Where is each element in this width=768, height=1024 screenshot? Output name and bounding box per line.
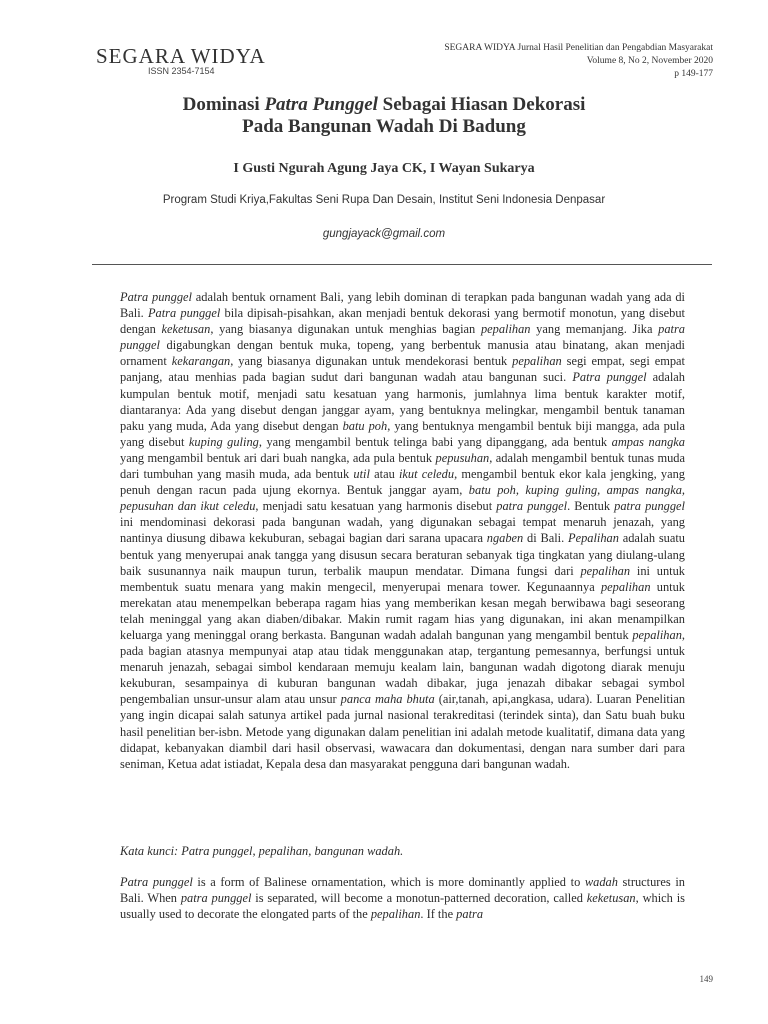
abstract-segment: , yang biasanya digunakan untuk menghias bagian bbox=[210, 322, 481, 337]
english-segment: patra punggel bbox=[180, 891, 252, 906]
abstract-segment: pepalihan bbox=[480, 322, 531, 337]
paper-title bbox=[0, 94, 768, 138]
abstract-segment: ngaben bbox=[486, 531, 524, 546]
english-segment: , which is usually used to decorate the elongated parts of the bbox=[120, 891, 685, 922]
title-italic: Patra Punggel bbox=[264, 94, 378, 115]
abstract-segment: ikut celedu bbox=[398, 467, 455, 482]
abstract-segment: adalah suatu bentuk yang menyerupai anak tangga yang disusun secara beraturan sebanyak tiga tingkatan yang diulang-ulang baik susunannya naik maupun turun, terbalik maupun mendatar. Dimana fungsi dari bbox=[120, 531, 685, 578]
english-segment: structures in Bali. When bbox=[120, 875, 685, 906]
divider bbox=[92, 264, 712, 265]
abstract-segment: batu poh, kuping guling, ampas nangka, pepusuhan dan ikut celedu bbox=[120, 483, 685, 514]
title-post: Sebagai Hiasan Dekorasi bbox=[377, 94, 586, 115]
journal-pages: p 149-177 bbox=[674, 69, 713, 79]
journal-header bbox=[444, 42, 713, 81]
english-abstract bbox=[120, 874, 685, 922]
english-segment: Patra punggel bbox=[120, 875, 193, 889]
abstract-segment: patra punggel bbox=[496, 499, 568, 514]
abstract-segment: util bbox=[353, 467, 370, 482]
abstract-segment: , yang bentuknya mengambil bentuk biji mangga, ada pula yang disebut bbox=[120, 418, 685, 449]
journal-name: SEGARA WIDYA Jurnal Hasil Penelitian dan Pengabdian Masyarakat bbox=[444, 43, 713, 53]
abstract-segment: . Bentuk bbox=[567, 499, 615, 514]
abstract-segment: , mengambil bentuk ekor kala jengking, yang penuh dengan racun pada ujung ekornya. Bentuk janggar ayam, bbox=[120, 467, 685, 498]
abstract-segment: Patra punggel bbox=[147, 306, 221, 321]
abstract-segment: ini mendominasi dekorasi pada bangunan wadah, yang digunakan sebagai tempat menaruh jenazah, yang nantinya diusung dibawa kekuburan, sebagai bagian dari sarana upacara bbox=[120, 515, 685, 546]
english-segment: pepalihan bbox=[370, 907, 421, 922]
abstract-segment: , yang mengambil bentuk telinga babi yang dipanggang, ada bentuk bbox=[258, 434, 612, 449]
abstract-segment: yang memanjang. Jika bbox=[530, 322, 659, 337]
abstract-segment: , yang biasanya digunakan untuk mendekorasi bentuk bbox=[230, 354, 513, 369]
abstract-segment: pepalihan bbox=[632, 627, 682, 642]
email[interactable]: gungjayack@gmail.com bbox=[322, 228, 446, 240]
abstract-segment: di Bali. bbox=[523, 531, 568, 546]
affiliation: Program Studi Kriya,Fakultas Seni Rupa Dan Desain, Institut Seni Indonesia Denpasar bbox=[162, 194, 606, 206]
abstract-segment: Patra punggel bbox=[120, 290, 192, 304]
abstract-segment: pepalihan bbox=[512, 354, 562, 369]
journal-logo bbox=[96, 44, 266, 76]
abstract-segment: pepusuhan bbox=[435, 450, 490, 465]
abstract-segment: kekarangan bbox=[171, 354, 231, 369]
abstract-segment: patra punggel bbox=[120, 322, 685, 353]
english-segment: patra bbox=[456, 907, 484, 922]
abstract-segment: segi empat, segi empat panjang, atau menhias pada bagian sudut dari bangunan wadah atau bangunan suci. bbox=[120, 354, 686, 385]
english-segment: wadah bbox=[584, 875, 618, 889]
abstract-segment: pepalihan bbox=[600, 579, 651, 594]
abstract-segment: adalah bentuk ornament Bali, yang lebih dominan di terapkan pada bangunan wadah yang ada di Bali. bbox=[120, 290, 685, 321]
abstract bbox=[120, 289, 685, 772]
abstract-segment: Patra punggel bbox=[572, 370, 647, 385]
issn: ISSN 2354-7154 bbox=[148, 66, 215, 76]
abstract-segment: bila dipisah-pisahkan, akan menjadi bentuk dekorasi yang bermotif monotun, yang disebut dengan bbox=[120, 306, 685, 337]
logo-name: SEGARA WIDYA bbox=[96, 44, 266, 68]
abstract-segment: adalah kumpulan bentuk motif, menjadi satu kesatuan yang harmonis, jumlahnya lima bentuk karakter motif, diantaranya: Ada yang disebut dengan janggar ayam, yang bentuknya melingkar, mengambil bentuk tanaman paku yang muda, Ada yang disebut dengan bbox=[120, 370, 686, 433]
title-line-1 bbox=[0, 94, 768, 116]
abstract-segment: yang mengambil bentuk ari dari buah nangka, ada pula bentuk bbox=[120, 450, 436, 465]
abstract-segment: untuk merekatan atau menempelkan beberapa ragam hias yang memberikan kesan megah berwibawa bagi seseorang telah meninggal yang akan diaben/dibakar. Makin rumit ragam hias yang digunakan, ini akan menampilkan keluarga yang meninggal orang berkasta. Bangunan wadah adalah bangunan yang mengambil bentuk bbox=[120, 579, 685, 642]
abstract-segment: atau bbox=[369, 467, 399, 482]
english-segment: keketusan bbox=[586, 891, 636, 906]
english-segment: is separated, will become a monotun-patterned decoration, called bbox=[251, 891, 587, 906]
abstract-segment: batu poh bbox=[342, 418, 388, 433]
english-segment: . If the bbox=[420, 907, 457, 922]
abstract-segment: kuping guling bbox=[188, 434, 259, 449]
journal-volume: Volume 8, No 2, November 2020 bbox=[586, 56, 713, 66]
authors: I Gusti Ngurah Agung Jaya CK, I Wayan Sukarya bbox=[233, 161, 535, 176]
abstract-segment: keketusan bbox=[161, 322, 211, 337]
abstract-segment: , menjadi satu kesatuan yang harmonis disebut bbox=[255, 499, 497, 514]
english-segment: is a form of Balinese ornamentation, which is more dominantly applied to bbox=[192, 875, 585, 889]
keywords: Kata kunci: Patra punggel, pepalihan, bangunan wadah. bbox=[120, 844, 404, 858]
abstract-segment: digabungkan dengan bentuk muka, topeng, yang berbentuk manusia atau binatang, akan menjadi ornament bbox=[120, 338, 685, 369]
abstract-paragraph bbox=[120, 289, 685, 772]
title-pre: Dominasi bbox=[182, 94, 265, 115]
page-number: 149 bbox=[699, 974, 713, 984]
abstract-segment: (air,tanah, api,angkasa, udara). Luaran Penelitian yang ingin dicapai salah satunya artikel pada jurnal nasional terakreditasi (terindek sinta), dan Satu buah buku hasil penelitian ber-isbn. Metode yang digunakan dalam penelitian ini adalah metode kualitatif, dimana data yang didapat, kebanyakan diambil dari hasil observasi, wawacara dan dokumentasi, dengan nara sumber dari para seniman, Ketua adat istiadat, Kepala desa dan masyarakat pengguna dari bangunan wadah. bbox=[120, 692, 686, 771]
abstract-segment: ampas nangka bbox=[611, 434, 685, 449]
title-line-2: Pada Bangunan Wadah Di Badung bbox=[242, 116, 526, 137]
abstract-segment: pepalihan bbox=[580, 563, 631, 578]
abstract-segment: , pada bagian atasnya mempunyai atap atau tidak menggunakan atap, tergantung pemesannya, berfungsi untuk menaruh jenazah, sebagai simbol kendaraan memuju kealam lain, bangunan wadah digotong diarak menuju kekuburan, sesampainya di kuburan bangunan wadah dibakar, juga jenazah dibakar sebagai symbol pengembalian unsur-unsur alam atau unsur bbox=[120, 627, 685, 707]
abstract-segment: patra punggel bbox=[614, 499, 685, 514]
english-paragraph bbox=[120, 874, 685, 922]
abstract-segment: Pepalihan bbox=[568, 531, 619, 546]
abstract-segment: ini untuk membentuk suatu menara yang makin mengecil, menyerupai menara tower. Kegunaannya bbox=[120, 563, 686, 594]
abstract-segment: panca maha bhuta bbox=[340, 692, 435, 707]
abstract-segment: , adalah mengambil bentuk tunas muda dari tumbuhan yang masih muda, ada bentuk bbox=[120, 450, 686, 482]
